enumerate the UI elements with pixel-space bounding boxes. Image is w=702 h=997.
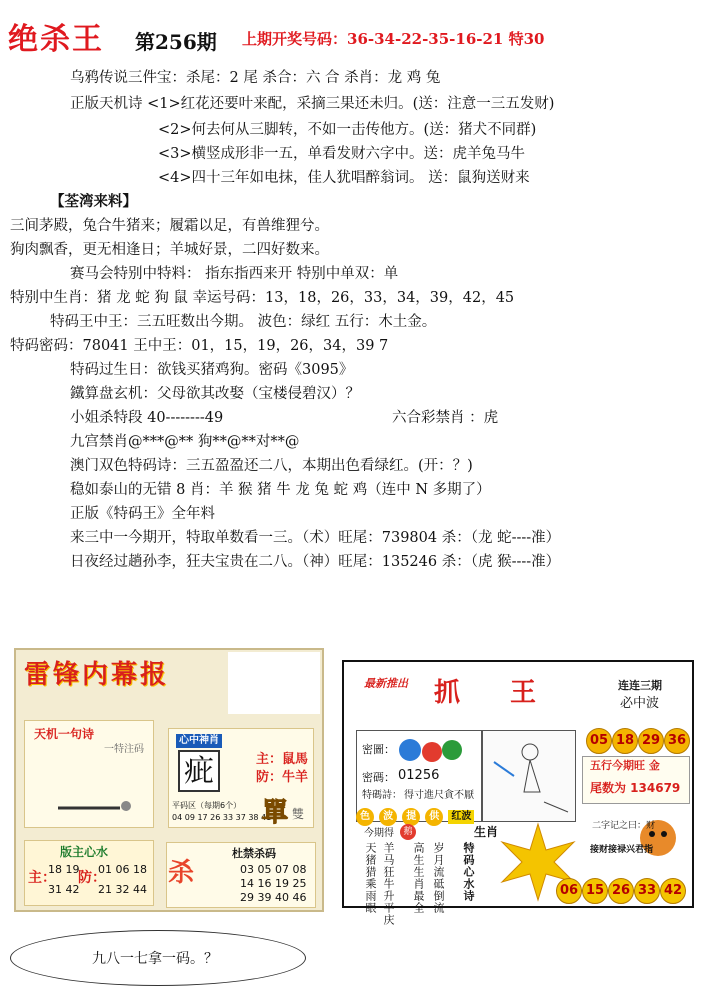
top-ball: 29 — [638, 728, 664, 754]
big-character: 疵 — [178, 750, 220, 792]
fang-numbers-2: 21 32 44 — [98, 883, 147, 896]
text-line: 正版天机诗 <1>红花还要叶来配，采摘三果还未归。(送：注意一三五发财) — [70, 96, 555, 112]
zhu-shengxiao: 主：鼠馬 — [256, 752, 309, 767]
seboti-char: 供 — [425, 808, 443, 826]
seboti-char: 提 — [402, 808, 420, 826]
last-draw-numbers: 上期开奖号码：36-34-22-35-16-21 特30 — [242, 30, 545, 48]
text-line: 澳门双色特码诗：三五盈盈还二八，本期出色看绿红。(开：？) — [70, 458, 473, 474]
tesha-row: 03 05 07 08 — [240, 863, 307, 876]
new-badge: 最新推出 — [364, 677, 408, 690]
text-line: 乌鸦传说三件宝：杀尾：2 尾 杀合：六 合 杀肖：龙 鸡 兔 — [70, 70, 441, 86]
poem-column: 高生生肖最全 — [412, 842, 425, 914]
top-ball: 05 — [586, 728, 612, 754]
text-line: 日夜经过趟孙李，狂夫宝贵在二八。（神）旺尾：135246 杀：（虎 猴----准） — [70, 554, 561, 570]
poem-column: 岁月流砥倒流 — [432, 842, 445, 914]
seboti-char: 色 — [356, 808, 374, 826]
zhua-wang-title: 抓王 — [434, 678, 587, 708]
smoking-pipe-icon — [50, 790, 140, 820]
shengxiao-title: 心中神肖 — [176, 734, 222, 748]
text-line: 特码王中王：三五旺数出今期。 波色：绿红 五行：木土金。 — [50, 314, 437, 330]
text-line: 九宫禁肖@***@** 狗**@**对**@ — [70, 434, 300, 450]
text-line: 特码过生日：欲钱买猪鸡狗。密码《3095》 — [70, 362, 354, 378]
bottom-ball: 06 — [556, 878, 582, 904]
banzhu-title: 版主心水 — [60, 845, 109, 859]
bottom-ball: 26 — [608, 878, 634, 904]
jinqi-mark: 鹅 — [400, 824, 416, 840]
text-line: 特别中生肖：猪 龙 蛇 狗 鼠 幸运号码：13，18，26，33，34，39，42，45 — [10, 290, 515, 306]
text-line: 来三中一今期开，特取单数看一三。（术）旺尾：739804 杀：（龙 蛇----准） — [70, 530, 561, 546]
text-line: 特码密码：78041 王中王：01，15，19，26，34，39 7 — [10, 338, 389, 354]
text-line: <4>四十三年如电抹，佳人犹唱醉翁词。 送：鼠狗送财来 — [158, 170, 530, 186]
double-char: 雙 — [292, 807, 305, 821]
lei-feng-title: 雷锋内幕报 — [24, 660, 170, 690]
sha-character: 杀 — [168, 858, 195, 888]
mima-code-label: 密碼： — [362, 771, 395, 784]
erzi-text: 二字记之曰：财 — [592, 821, 656, 831]
tesha-row: 14 16 19 25 — [240, 877, 307, 890]
streak-label: 连连三期 — [618, 679, 662, 692]
temashi-text: 得寸進尺貪不厭 — [404, 790, 474, 801]
seboti-value: 红波 — [448, 810, 474, 824]
text-line: 赛马会特别中特料： 指东指西来开 特别中单双：单 — [70, 266, 399, 282]
mima-label: 密圖： — [362, 743, 395, 756]
top-ball: 18 — [612, 728, 638, 754]
poem-column: 羊马狂牛升平庆 — [382, 842, 395, 926]
text-line: <3>横竖成形非一五，单看发财六字中。送：虎羊兔马牛 — [158, 146, 526, 162]
section-heading: 【荃湾来料】 — [50, 193, 137, 210]
bubble-text: 九八一七拿一码。？ — [92, 951, 218, 967]
zhu-numbers-2: 31 42 — [48, 883, 80, 896]
pingte-label: 平码区（每期6个） — [172, 801, 242, 810]
weishu-text: 尾数为 134679 — [590, 781, 681, 795]
fang-numbers: 01 06 18 — [98, 863, 147, 876]
bottom-ball: 42 — [660, 878, 686, 904]
bottom-ball: 33 — [634, 878, 660, 904]
bottom-ball: 15 — [582, 878, 608, 904]
page-title: 绝杀王 — [8, 22, 104, 57]
seboti-row — [356, 804, 474, 826]
fang-shengxiao: 防：牛羊 — [256, 770, 309, 785]
top-ball: 36 — [664, 728, 690, 754]
wuxing-text: 五行今期旺 金 — [590, 759, 660, 772]
jinqi-label: 今期得 — [364, 828, 394, 839]
text-line: <2>何去何从三脚转，不如一击传他方。(送：猪犬不同群) — [158, 122, 537, 138]
text-line: 小姐杀特段 40--------49 — [70, 410, 224, 426]
temashi-label: 特碼詩： — [362, 790, 402, 801]
seboti-char: 波 — [379, 808, 397, 826]
figure-sketch-icon — [484, 732, 574, 820]
issue-number: 第256期 — [135, 30, 217, 54]
tesha-title: 杜禁杀码 — [232, 847, 276, 860]
mima-picture-icon — [396, 734, 466, 766]
blank-area — [228, 652, 320, 714]
tesha-row: 29 39 40 46 — [240, 891, 307, 904]
bizhongbo-label: 必中波 — [620, 696, 660, 711]
text-line: 鐵算盘玄机：父母欲其改娶（宝楼侵碧汉）？ — [70, 386, 360, 402]
zhu-numbers: 18 19 — [48, 863, 80, 876]
poem-title: 天机一句诗 — [34, 727, 95, 741]
guide-text: 接财接禄兴君指 — [590, 845, 654, 855]
text-line: 狗肉飘香，更无相逢日；羊城好景，二四好数来。 — [10, 242, 329, 258]
text-line: 正版《特码王》全年料 — [70, 506, 215, 522]
poem-column: 天猪猎乘雨眼 — [364, 842, 377, 914]
single-char: 單 — [262, 798, 289, 828]
text-line: 稳如泰山的无错 8 肖：羊 猴 猪 牛 龙 兔 蛇 鸡（连中 N 多期了） — [70, 482, 491, 498]
pingte-numbers: 04 09 17 26 33 37 38 41 — [172, 813, 272, 822]
shengxiao-label: 生肖 — [474, 825, 499, 839]
mima-code: 01256 — [398, 768, 440, 783]
zhu-label: 主： — [28, 870, 56, 886]
fang-label: 防： — [78, 870, 106, 886]
poem-subtitle: 一特注码 — [104, 744, 144, 755]
text-line: 三间茅殿，兔合牛猪来；履霜以足，有兽维狸兮。 — [10, 218, 329, 234]
poem-column: 特码心水诗 — [462, 842, 475, 902]
text-line: 六合彩禁肖 ：虎 — [392, 410, 499, 426]
